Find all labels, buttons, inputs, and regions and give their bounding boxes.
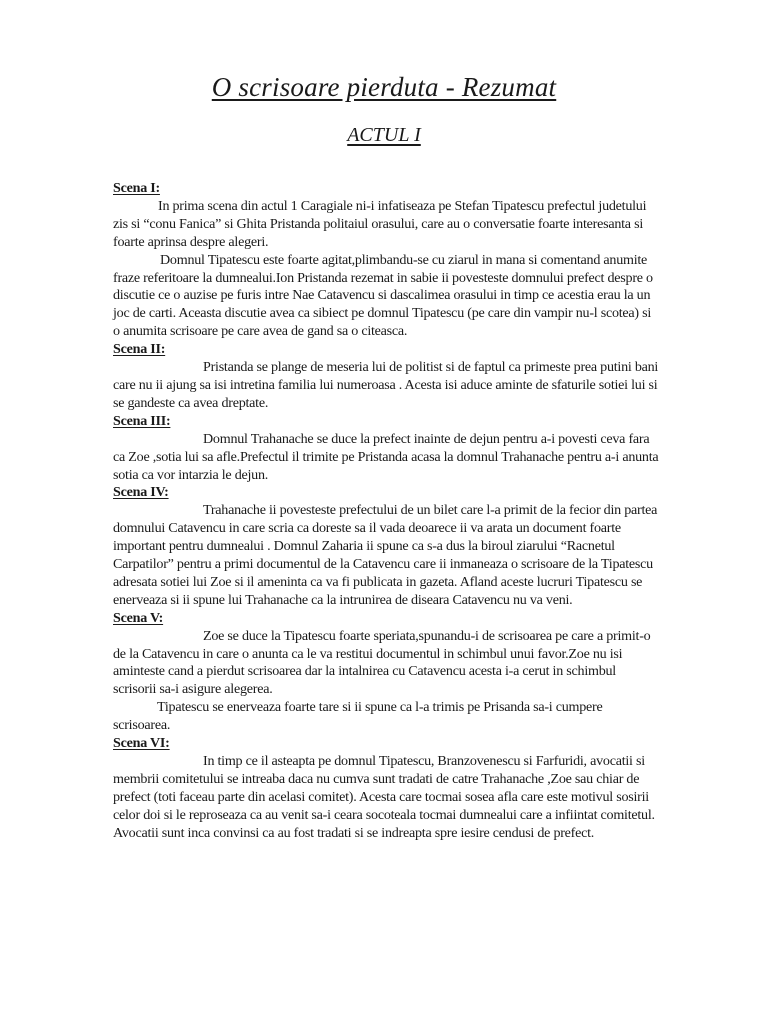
scene-heading: Scena III: <box>113 412 171 429</box>
scene-heading: Scena VI: <box>113 735 170 752</box>
paragraph: Domnul Tipatescu este foarte agitat,plimbandu-se cu ziarul in mana si comentand anumite fraze referitoare la dumnealui.Ion Pristanda rezemat in sabie ii povesteste domnului prefect despre o discutie ce o auzise pe furis intre Nae Catavencu si dascalimea orasului in timp ce acestia erau la un joc de carti. Aceasta discutie avea ca sibiect pe domnul Tipatescu (pe care din vampir nu-l scotea) si o anumita scrisoare pe care avea de gand sa o citeasca. <box>113 251 653 340</box>
paragraph: Trahanache ii povesteste prefectului de un bilet care l-a primit de la fecior din partea domnului Catavencu in care scria ca doreste sa il vada deoarece ii va arata un document foarte important pentru dumnealui . Domnul Zaharia ii spune ca s-a dus la biroul ziarului “Racnetul Carpatilor” pentru a primi documentul de la Catavencu care ii inmaneaza o scrisoare de la Tipatescu adresata sotiei lui Zoe si il ameninta ca va fi publicata in gazeta. Afland aceste lucruri Tipatescu se enerveaza si ii spune lui Trahanache ca la intrunirea de diseara Catavencu nu va veni. <box>113 502 658 608</box>
paragraph: Zoe se duce la Tipatescu foarte speriata,spunandu-i de scrisoarea pe care a primit-o de la Catavencu in care o anunta ca le va restitui documentul in schimbul unui favor.Zoe nu isi aminteste cand a pierdut scrisoarea dar la intalnirea cu Catavencu acesta i-a cerut in schimbul scrisorii sa-i asigure alegerea. <box>113 627 651 698</box>
scene-heading: Scena V: <box>113 609 164 626</box>
scene-heading: Scena IV: <box>113 484 169 501</box>
paragraph: In timp ce il asteapta pe domnul Tipatescu, Branzovenescu si Farfuridi, avocatii si membrii comitetului se intreaba daca nu cumva sunt tradati de catre Trahanache ,Zoe sau chiar de prefect (toti faceau parte din acelasi comitet). Acesta care tocmai sosea afla care este motivul sosirii celor doi si le reproseaza ca au venit sa-i ceara socoteala tocmai dumnealui care a infiintat comitetul. Avocatii sunt inca convinsi ca au fost tradati si se indreapta spre iesire cendusi de prefect. <box>113 753 655 841</box>
paragraph: Pristanda se plange de meseria lui de politist si de faptul ca primeste prea putini bani care nu ii ajung sa isi intretina familia lui numeroasa . Acesta isi aduce aminte de sfaturile sotiei lui si se gandeste ca avea dreptate. <box>113 359 659 411</box>
document-title: O scrisoare pierduta - Rezumat <box>211 72 557 102</box>
paragraph: In prima scena din actul 1 Caragiale ni-i infatiseaza pe Stefan Tipatescu prefectul judetului zis si “conu Fanica” si Ghita Pristanda politaiul orasului, care au o conversatie foarte interesanta si foarte aprinsa despre alegeri. <box>113 197 647 250</box>
scene-heading: Scena II: <box>113 341 166 358</box>
act-heading: ACTUL I <box>347 124 421 146</box>
scene-heading: Scena I: <box>113 180 160 196</box>
paragraph: Domnul Trahanache se duce la prefect inainte de dejun pentru a-i povesti ceva fara ca Zoe ,sotia lui sa afle.Prefectul il trimite pe Pristanda acasa la domnul Trahanache pentru a-i anunta sotia ca vor intarzia le dejun. <box>113 430 659 483</box>
paragraph: Tipatescu se enerveaza foarte tare si ii spune ca l-a trimis pe Prisanda sa-i cumpere scrisoarea. <box>113 699 603 734</box>
document-body <box>113 180 661 843</box>
